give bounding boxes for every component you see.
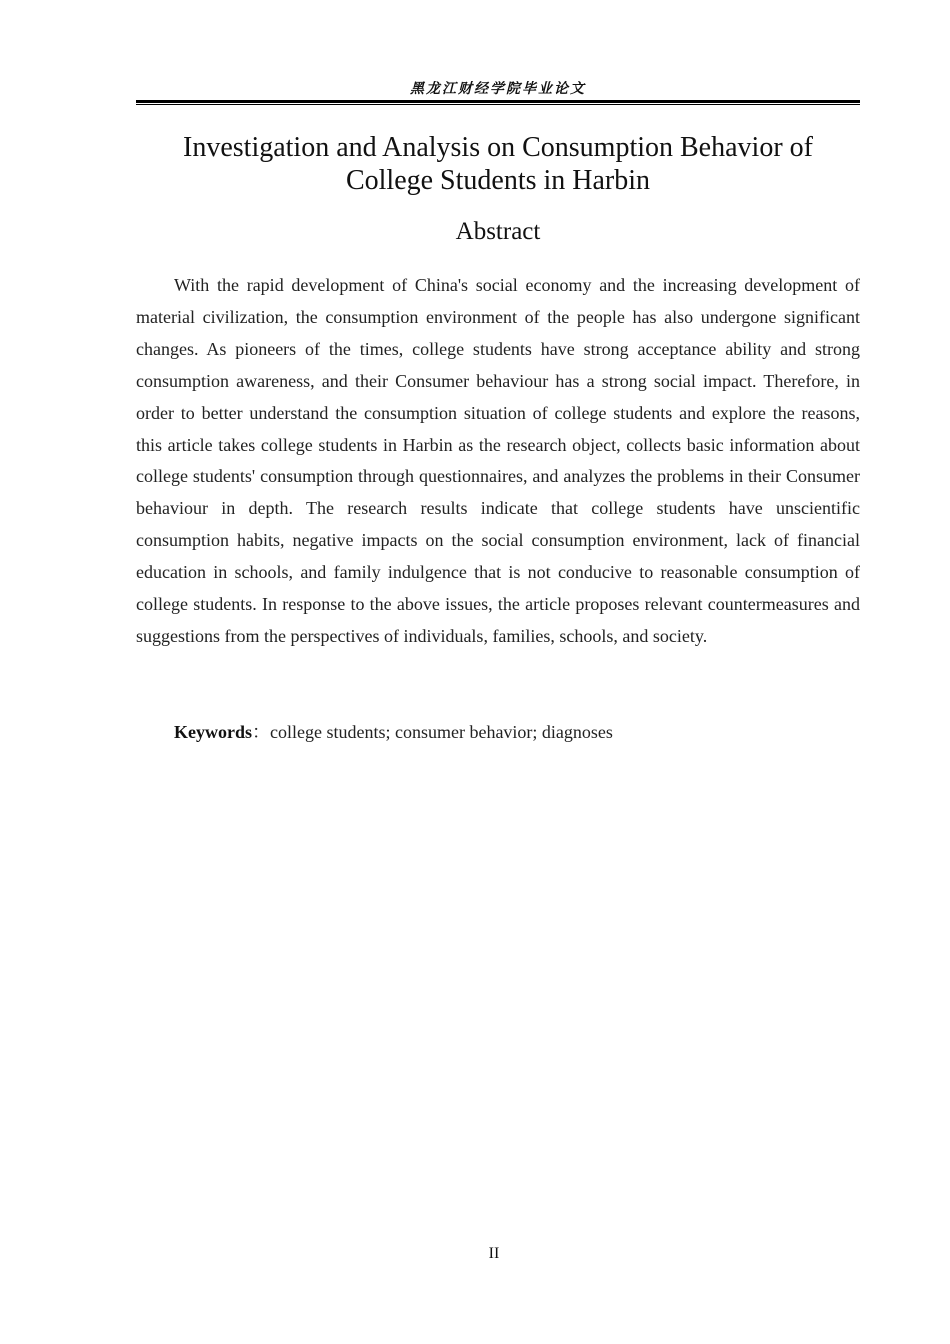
abstract-paragraph: With the rapid development of China's social economy and the increasing development of material civilization, the consumption environment of the people has also undergone significant changes. As pioneers of the times, college students have strong acceptance ability and strong consumption awareness, and their Consumer behaviour has a strong social impact. Therefore, in order to better understand the consumption situation of college students and explore the reasons, this article takes college students in Harbin as the research object, collects basic information about college students' consumption through questionnaires, and analyzes the problems in their Consumer behaviour in depth. The research results indicate that college students have unscientific consumption habits, negative impacts on the social consumption environment, lack of financial education in schools, and family indulgence that is not conducive to reasonable consumption of college students. In response to the above issues, the article proposes relevant countermeasures and suggestions from the perspectives of individuals, families, schools, and society. [136, 275, 860, 646]
abstract-heading: Abstract [455, 218, 541, 245]
running-header: 黑龙江财经学院毕业论文 [410, 81, 586, 97]
keywords-label: Keywords [174, 722, 252, 742]
header-double-rule [136, 100, 860, 105]
keywords-separator: ： [252, 722, 270, 742]
keywords-line [136, 717, 860, 749]
keywords-list: college students; consumer behavior; diagnoses [270, 722, 613, 742]
paper-title: Investigation and Analysis on Consumption Behavior of College Students in Harbin [183, 132, 813, 196]
page-number: II [488, 1245, 500, 1262]
